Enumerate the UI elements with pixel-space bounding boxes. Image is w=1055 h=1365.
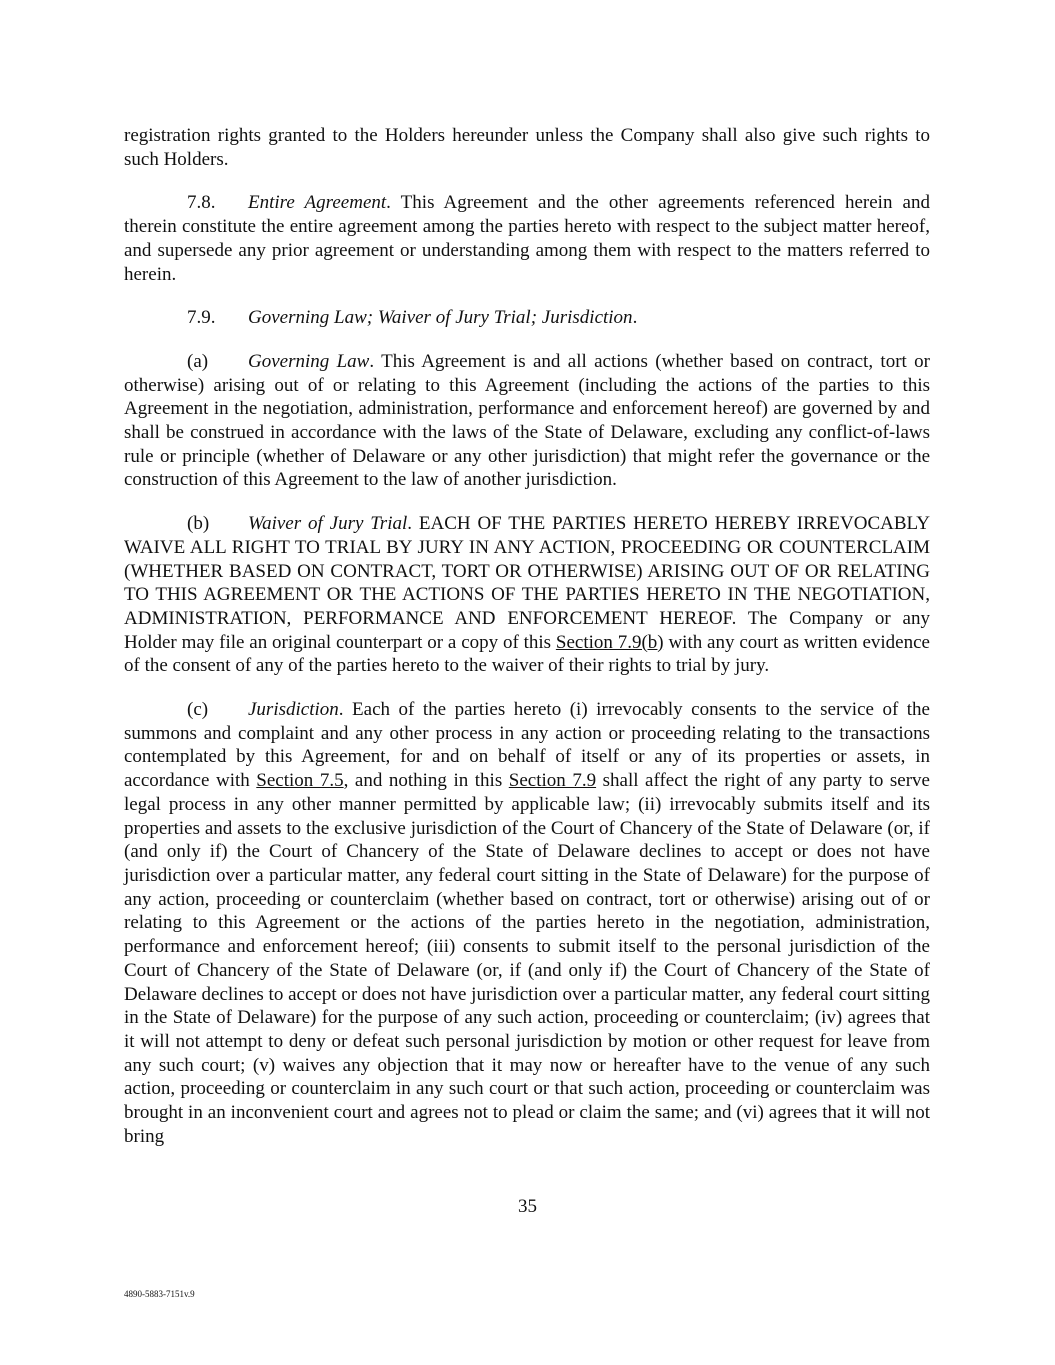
section-number: 7.9.: [187, 307, 216, 329]
section-heading-tail: .: [632, 307, 638, 329]
page-number: 35: [518, 1196, 537, 1217]
section-reference-link[interactable]: Section 7.5: [256, 770, 344, 792]
subsection-b: [124, 512, 930, 678]
section-7-9: [124, 306, 930, 330]
subsection-text: . This Agreement is and all actions (whether based on contract, tort or otherwise) arising out of or relating to this Agreement (including the actions of the parties to this Agreement in the negotiation, administration, performance and enforcement hereof) are governed by and shall be construed in accordance with the laws of the State of Delaware, excluding any conflict-of-laws rule or principle (whether of Delaware or any other jurisdiction) that might refer the governance or the construction of this Agreement to the law of another jurisdiction.: [124, 350, 930, 491]
subsection-text: with any court as written evidence of the consent of any of the parties hereto to the waiver of their rights to trial by jury.: [124, 631, 930, 677]
paragraph-continuation: registration rights granted to the Holders hereunder unless the Company shall also give such rights to such Holders.: [124, 125, 930, 170]
subsection-a: [124, 350, 930, 492]
subsection-c: [124, 698, 930, 1148]
subsection-text: shall affect the right of any party to serve legal process in any other manner permitted by applicable law; (ii) irrevocably submits itself and its properties and assets to the exclusive jurisdiction of the Court of Chancery of the State of Delaware (or, if (and only if) the Court of Chancery of the State of Delaware declines to accept or does not have jurisdiction over a particular matter, any federal court sitting in the State of Delaware) for the purpose of any action, proceeding or counterclaim (whether based on contract, tort or otherwise) arising out of or relating to this Agreement or the actions of the parties hereto in the negotiation, administration, performance and enforcement hereof; (iii) consents to submit itself to the personal jurisdiction of the Court of Chancery of the State of Delaware (or, if (and only if) the Court of Chancery of the State of Delaware declines to accept or does not have jurisdiction over a particular matter, any federal court sitting in the State of Delaware) for the purpose of any such action, proceeding or counterclaim; (iv) agrees that it will not attempt to deny or defeat such personal jurisdiction by motion or other request for leave from any such court; (v) waives any objection that it may now or hereafter have to the venue of any such action, proceeding or counterclaim in any such court or that such action, proceeding or counterclaim was brought in an inconvenient court and agrees not to plead or claim the same; and (vi) agrees that it will not bring: [124, 770, 930, 1147]
section-reference-link[interactable]: Section 7.9: [508, 770, 597, 792]
section-text: . This Agreement and the other agreements referenced herein and therein constitute the entire agreement among the parties hereto with respect to the subject matter hereof, and supersede any prior agreement or understanding among them with respect to the matters referred to herein.: [124, 192, 930, 285]
subsection-heading: Governing Law: [248, 350, 370, 372]
document-id: 4890-5883-7151v.9: [124, 1289, 195, 1299]
document-body: [124, 124, 930, 1168]
subsection-heading: Waiver of Jury Trial: [248, 513, 408, 535]
subsection-text: . EACH OF THE PARTIES HERETO HEREBY IRREVOCABLY WAIVE ALL RIGHT TO TRIAL BY JURY IN ANY ACTION, PROCEEDING OR COUNTERCLAIM (WHETHER BASED ON CONTRACT, TORT OR OTHERWISE) ARISING OUT OF OR RELATING TO THIS AGREEMENT OR THE ACTIONS OF THE PARTIES HERETO IN THE NEGOTIATION, ADMINISTRATION, PERFORMANCE AND ENFORCEMENT HEREOF. The Company or any Holder may file an original counterpart or a copy of this: [124, 513, 930, 653]
section-7-8: [124, 191, 930, 286]
subsection-text: . Each of the parties hereto (i) irrevocably consents to the service of the summons and complaint and any other process in any action or proceeding relating to the transactions contemplated by this Agreement, for and on behalf of itself or any of its properties or assets, in accordance with: [124, 699, 930, 792]
subsection-label: (b): [187, 513, 210, 535]
subsection-label: (c): [187, 699, 209, 721]
subsection-text: , and nothing in this: [343, 770, 509, 792]
section-heading: Governing Law; Waiver of Jury Trial; Jurisdiction: [248, 307, 633, 329]
section-number: 7.8.: [187, 192, 216, 214]
section-heading: Entire Agreement: [248, 192, 387, 214]
subsection-heading: Jurisdiction: [248, 699, 339, 721]
subsection-label: (a): [187, 350, 209, 372]
section-reference-link[interactable]: Section 7.9(b): [555, 631, 664, 653]
